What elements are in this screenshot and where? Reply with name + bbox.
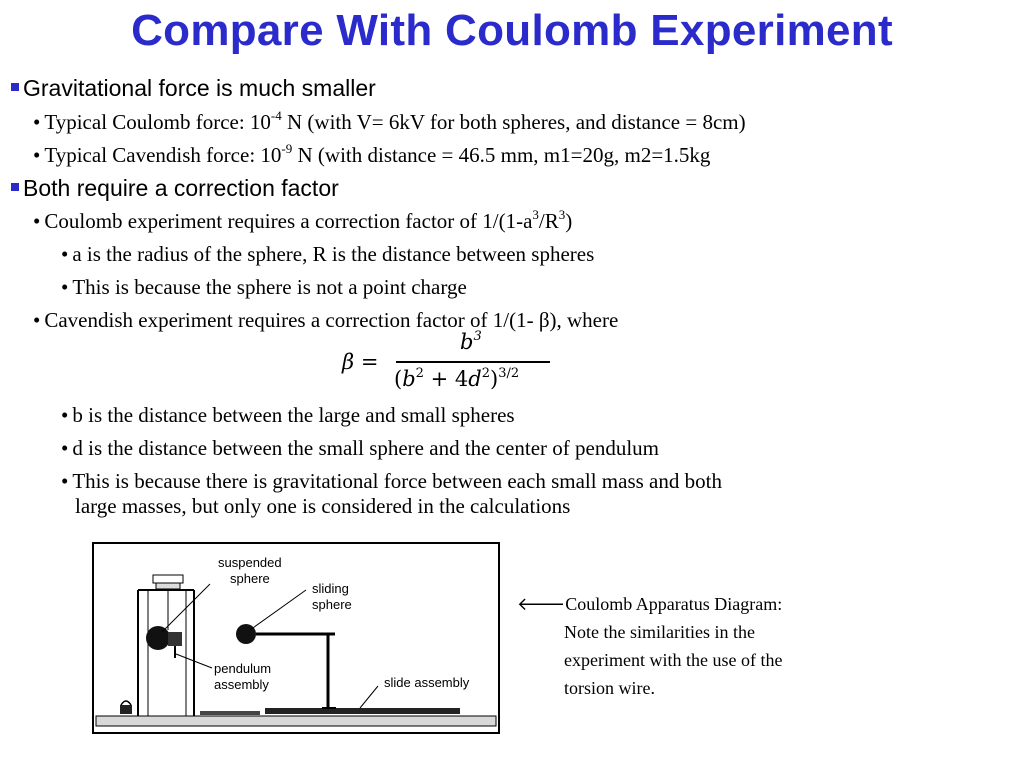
bullet-reason <box>61 468 722 494</box>
fraction-bar <box>396 361 550 363</box>
paren: ) <box>489 367 499 391</box>
bullet-gravitational <box>11 75 376 101</box>
bullet-text: large masses, but only one is considered in the calculations <box>75 494 571 518</box>
formula-op: + 4 <box>423 367 469 391</box>
formula-var: d <box>468 367 482 391</box>
bullet-dot-icon: • <box>33 143 41 167</box>
bullet-dot-icon: • <box>61 275 69 299</box>
bullet-dot-icon: • <box>61 469 69 493</box>
bullet-text: Gravitational force is much smaller <box>23 75 376 101</box>
label-sliding-sphere: sphere <box>312 597 352 612</box>
bullet-text: This is because there is gravitational force between each small mass and both <box>72 469 722 493</box>
bullet-text: d is the distance between the small sphere and the center of pendulum <box>72 436 659 460</box>
bullet-dot-icon: • <box>61 403 69 427</box>
label-pendulum: pendulum <box>214 661 272 676</box>
bullet-square-icon <box>11 83 19 91</box>
bullet-dot-icon: • <box>61 242 69 266</box>
exponent: -9 <box>281 141 293 156</box>
left-arrow-icon: 🡐 <box>517 594 566 614</box>
bullet-point-charge <box>61 274 467 300</box>
label-slide-assembly: slide assembly <box>384 675 470 690</box>
bullet-text: a is the radius of the sphere, R is the distance between spheres <box>72 242 595 266</box>
bullet-d-distance <box>61 435 659 461</box>
exponent: -4 <box>270 108 282 123</box>
caption-line: Note the similarities in the <box>564 622 755 642</box>
bullet-text: ) <box>565 209 573 233</box>
formula-numerator <box>460 330 482 354</box>
bullet-dot-icon: • <box>61 436 69 460</box>
bullet-text: b is the distance between the large and small spheres <box>72 403 515 427</box>
beta-formula <box>342 330 572 400</box>
bullet-square-icon <box>11 183 19 191</box>
bullet-dot-icon: • <box>33 209 41 233</box>
bullet-coulomb-correction <box>33 208 572 234</box>
exponent: 3/2 <box>498 366 520 381</box>
bullet-text: /R <box>538 209 559 233</box>
bullet-text: Cavendish experiment requires a correction factor of 1/(1- β), where <box>44 308 619 332</box>
exponent: 2 <box>481 366 490 381</box>
bullet-text: Typical Coulomb force: 10 <box>44 110 271 134</box>
slide-title: Compare With Coulomb Experiment <box>131 6 893 55</box>
exponent: 3 <box>558 207 566 222</box>
bullet-reason-continued <box>75 493 570 519</box>
bullet-text: N (with distance = 46.5 mm, m1=20g, m2=1.5kg <box>292 143 711 167</box>
coulomb-apparatus-diagram <box>90 540 502 736</box>
exponent: 2 <box>415 366 424 381</box>
bullet-dot-icon: • <box>33 110 41 134</box>
caption-line: experiment with the use of the <box>564 650 783 670</box>
bullet-b-distance <box>61 402 515 428</box>
bullet-coulomb-force <box>33 109 746 135</box>
caption-title: Coulomb Apparatus Diagram: <box>565 594 783 614</box>
exponent: 3 <box>473 329 482 344</box>
bullet-text: This is because the sphere is not a point charge <box>72 275 467 299</box>
diagram-caption <box>517 590 782 702</box>
bullet-cavendish-force <box>33 142 710 168</box>
label-assembly: assembly <box>214 677 269 692</box>
label-suspended: suspended <box>218 555 282 570</box>
paren: ( <box>394 367 403 391</box>
bullet-text: Coulomb experiment requires a correction factor of 1/(1-a <box>44 209 533 233</box>
formula-var: b <box>402 367 416 391</box>
exponent: 3 <box>532 207 539 222</box>
label-sphere: sphere <box>230 571 270 586</box>
bullet-text: N (with V= 6kV for both spheres, and distance = 8cm) <box>281 110 746 134</box>
caption-line: torsion wire. <box>564 678 655 698</box>
bullet-text: Typical Cavendish force: 10 <box>44 143 282 167</box>
bullet-correction <box>11 175 339 201</box>
formula-lhs: β = <box>342 350 379 374</box>
bullet-radius <box>61 241 594 267</box>
formula-denominator <box>394 367 519 391</box>
label-sliding: sliding <box>312 581 349 596</box>
bullet-dot-icon: • <box>33 308 41 332</box>
bullet-text: Both require a correction factor <box>23 175 339 201</box>
formula-var: b <box>460 330 474 354</box>
